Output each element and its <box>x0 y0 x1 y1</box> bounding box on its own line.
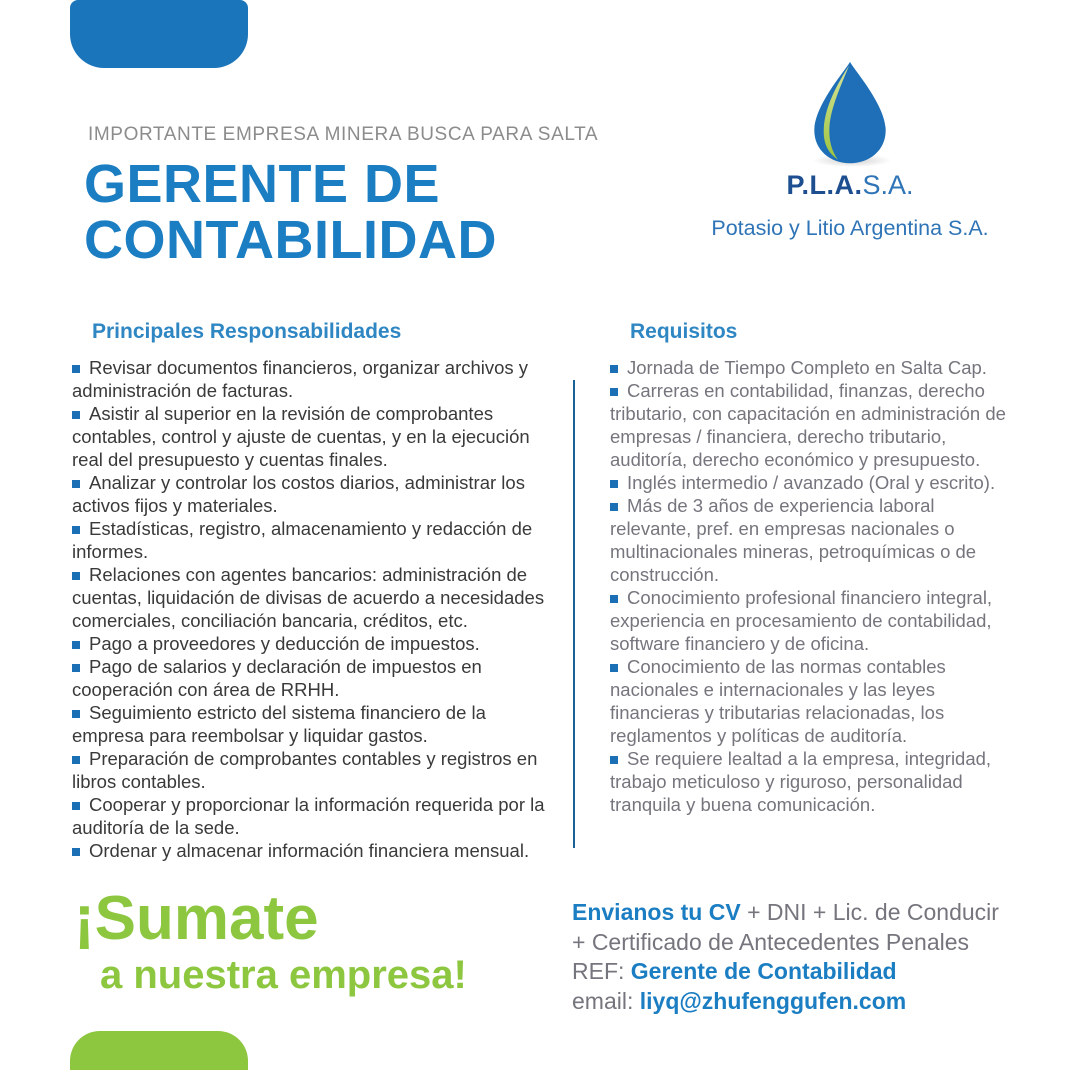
bullet-icon <box>72 802 80 810</box>
company-name <box>655 170 1045 201</box>
contact-email-label: email: <box>572 987 640 1014</box>
water-drop-icon <box>802 60 898 168</box>
contact-block <box>572 898 1032 1016</box>
list-item <box>72 839 552 862</box>
list-item-text: Conocimiento de las normas contables nacionales e internacionales y las leyes financieras y tributarias relacionadas, los reglamentos y políticas de auditoría. <box>610 656 946 746</box>
bullet-icon <box>610 595 618 603</box>
bullet-icon <box>610 503 618 511</box>
list-item <box>72 655 552 701</box>
list-item <box>610 379 1008 471</box>
list-item-text: Preparación de comprobantes contables y registros en libros contables. <box>72 748 538 792</box>
company-logo <box>655 60 1045 241</box>
list-item <box>72 747 552 793</box>
list-item <box>72 632 552 655</box>
list-item <box>610 747 1008 816</box>
list-item-text: Carreras en contabilidad, finanzas, derecho tributario, con capacitación en administración de empresas / financiera, derecho tributario, auditoría, derecho económico y presupuesto. <box>610 380 1006 470</box>
bullet-icon <box>72 710 80 718</box>
bullet-icon <box>72 480 80 488</box>
bullet-icon <box>72 365 80 373</box>
list-item <box>72 793 552 839</box>
list-item-text: Pago de salarios y declaración de impuestos en cooperación con área de RRHH. <box>72 656 482 700</box>
list-item <box>72 356 552 402</box>
contact-cv-bold: Envianos tu CV <box>572 899 741 925</box>
requirements-heading: Requisitos <box>630 320 738 343</box>
bullet-icon <box>72 572 80 580</box>
contact-cv-line <box>572 898 1032 928</box>
bullet-icon <box>610 365 618 373</box>
list-item-text: Analizar y controlar los costos diarios, administrar los activos fijos y materiales. <box>72 472 525 516</box>
bullet-icon <box>610 664 618 672</box>
list-item <box>610 655 1008 747</box>
contact-ref-value: Gerente de Contabilidad <box>630 958 897 984</box>
list-item-text: Ordenar y almacenar información financiera mensual. <box>89 840 530 861</box>
requirements-section <box>610 320 1008 816</box>
responsibilities-list <box>72 356 552 862</box>
bullet-icon <box>72 848 80 856</box>
contact-email-line <box>572 987 1032 1017</box>
bullet-icon <box>72 411 80 419</box>
list-item <box>610 356 1008 379</box>
list-item <box>72 517 552 563</box>
responsibilities-heading: Principales Responsabilidades <box>92 320 402 343</box>
join-line1: ¡Sumate <box>74 884 319 953</box>
contact-cv-rest: + DNI + Lic. de Conducir <box>740 899 999 925</box>
list-item-text: Estadísticas, registro, almacenamiento y redacción de informes. <box>72 518 533 562</box>
list-item <box>610 586 1008 655</box>
contact-email-value: liyq@zhufenggufen.com <box>639 987 907 1014</box>
responsibilities-section <box>72 320 552 862</box>
list-item-text: Relaciones con agentes bancarios: administración de cuentas, liquidación de divisas de acuerdo a necesidades comerciales, conciliación bancaria, créditos, etc. <box>72 564 545 631</box>
page-title-line2: CONTABILIDAD <box>84 210 497 270</box>
bullet-icon <box>610 756 618 764</box>
list-item-text: Jornada de Tiempo Completo en Salta Cap. <box>627 357 987 378</box>
bullet-icon <box>72 526 80 534</box>
contact-ref-line <box>572 957 1032 987</box>
list-item-text: Inglés intermedio / avanzado (Oral y escrito). <box>627 472 996 493</box>
list-item <box>72 563 552 632</box>
top-corner-tab-shape <box>70 0 248 68</box>
join-message <box>74 886 467 998</box>
column-divider <box>573 380 575 848</box>
list-item-text: Asistir al superior en la revisión de comprobantes contables, control y ajuste de cuentas, y en la ejecución real del presupuesto y cuentas finales. <box>72 403 530 470</box>
bullet-icon <box>72 664 80 672</box>
page-title <box>84 156 497 268</box>
list-item <box>72 402 552 471</box>
requirements-list <box>610 356 1008 816</box>
page-title-line1: GERENTE DE <box>84 154 441 214</box>
list-item-text: Conocimiento profesional financiero integral, experiencia en procesamiento de contabilidad, software financiero y de oficina. <box>610 587 993 654</box>
bullet-icon <box>72 756 80 764</box>
list-item-text: Pago a proveedores y deducción de impuestos. <box>89 633 480 654</box>
list-item-text: Revisar documentos financieros, organizar archivos y administración de facturas. <box>72 357 529 401</box>
contact-certificate-line: + Certificado de Antecedentes Penales <box>572 928 970 955</box>
contact-ref-label: REF: <box>572 958 631 984</box>
list-item <box>72 471 552 517</box>
kicker-text: IMPORTANTE EMPRESA MINERA BUSCA PARA SALTA <box>88 124 599 145</box>
company-subtitle: Potasio y Litio Argentina S.A. <box>711 216 989 240</box>
bullet-icon <box>610 480 618 488</box>
list-item <box>610 471 1008 494</box>
list-item <box>72 701 552 747</box>
list-item-text: Seguimiento estricto del sistema financiero de la empresa para reembolsar y liquidar gastos. <box>72 702 486 746</box>
join-line2: a nuestra empresa! <box>100 953 467 997</box>
list-item <box>610 494 1008 586</box>
bottom-corner-tab-shape <box>70 1031 248 1070</box>
company-name-acronym: P.L.A. <box>786 170 863 200</box>
company-name-suffix: S.A. <box>862 170 914 200</box>
list-item-text: Cooperar y proporcionar la información requerida por la auditoría de la sede. <box>72 794 545 838</box>
list-item-text: Más de 3 años de experiencia laboral relevante, pref. en empresas nacionales o multinacionales mineras, petroquímicas o de construcción. <box>610 495 977 585</box>
bullet-icon <box>610 388 618 396</box>
bullet-icon <box>72 641 80 649</box>
list-item-text: Se requiere lealtad a la empresa, integridad, trabajo meticuloso y riguroso, personalidad tranquila y buena comunicación. <box>610 748 992 815</box>
